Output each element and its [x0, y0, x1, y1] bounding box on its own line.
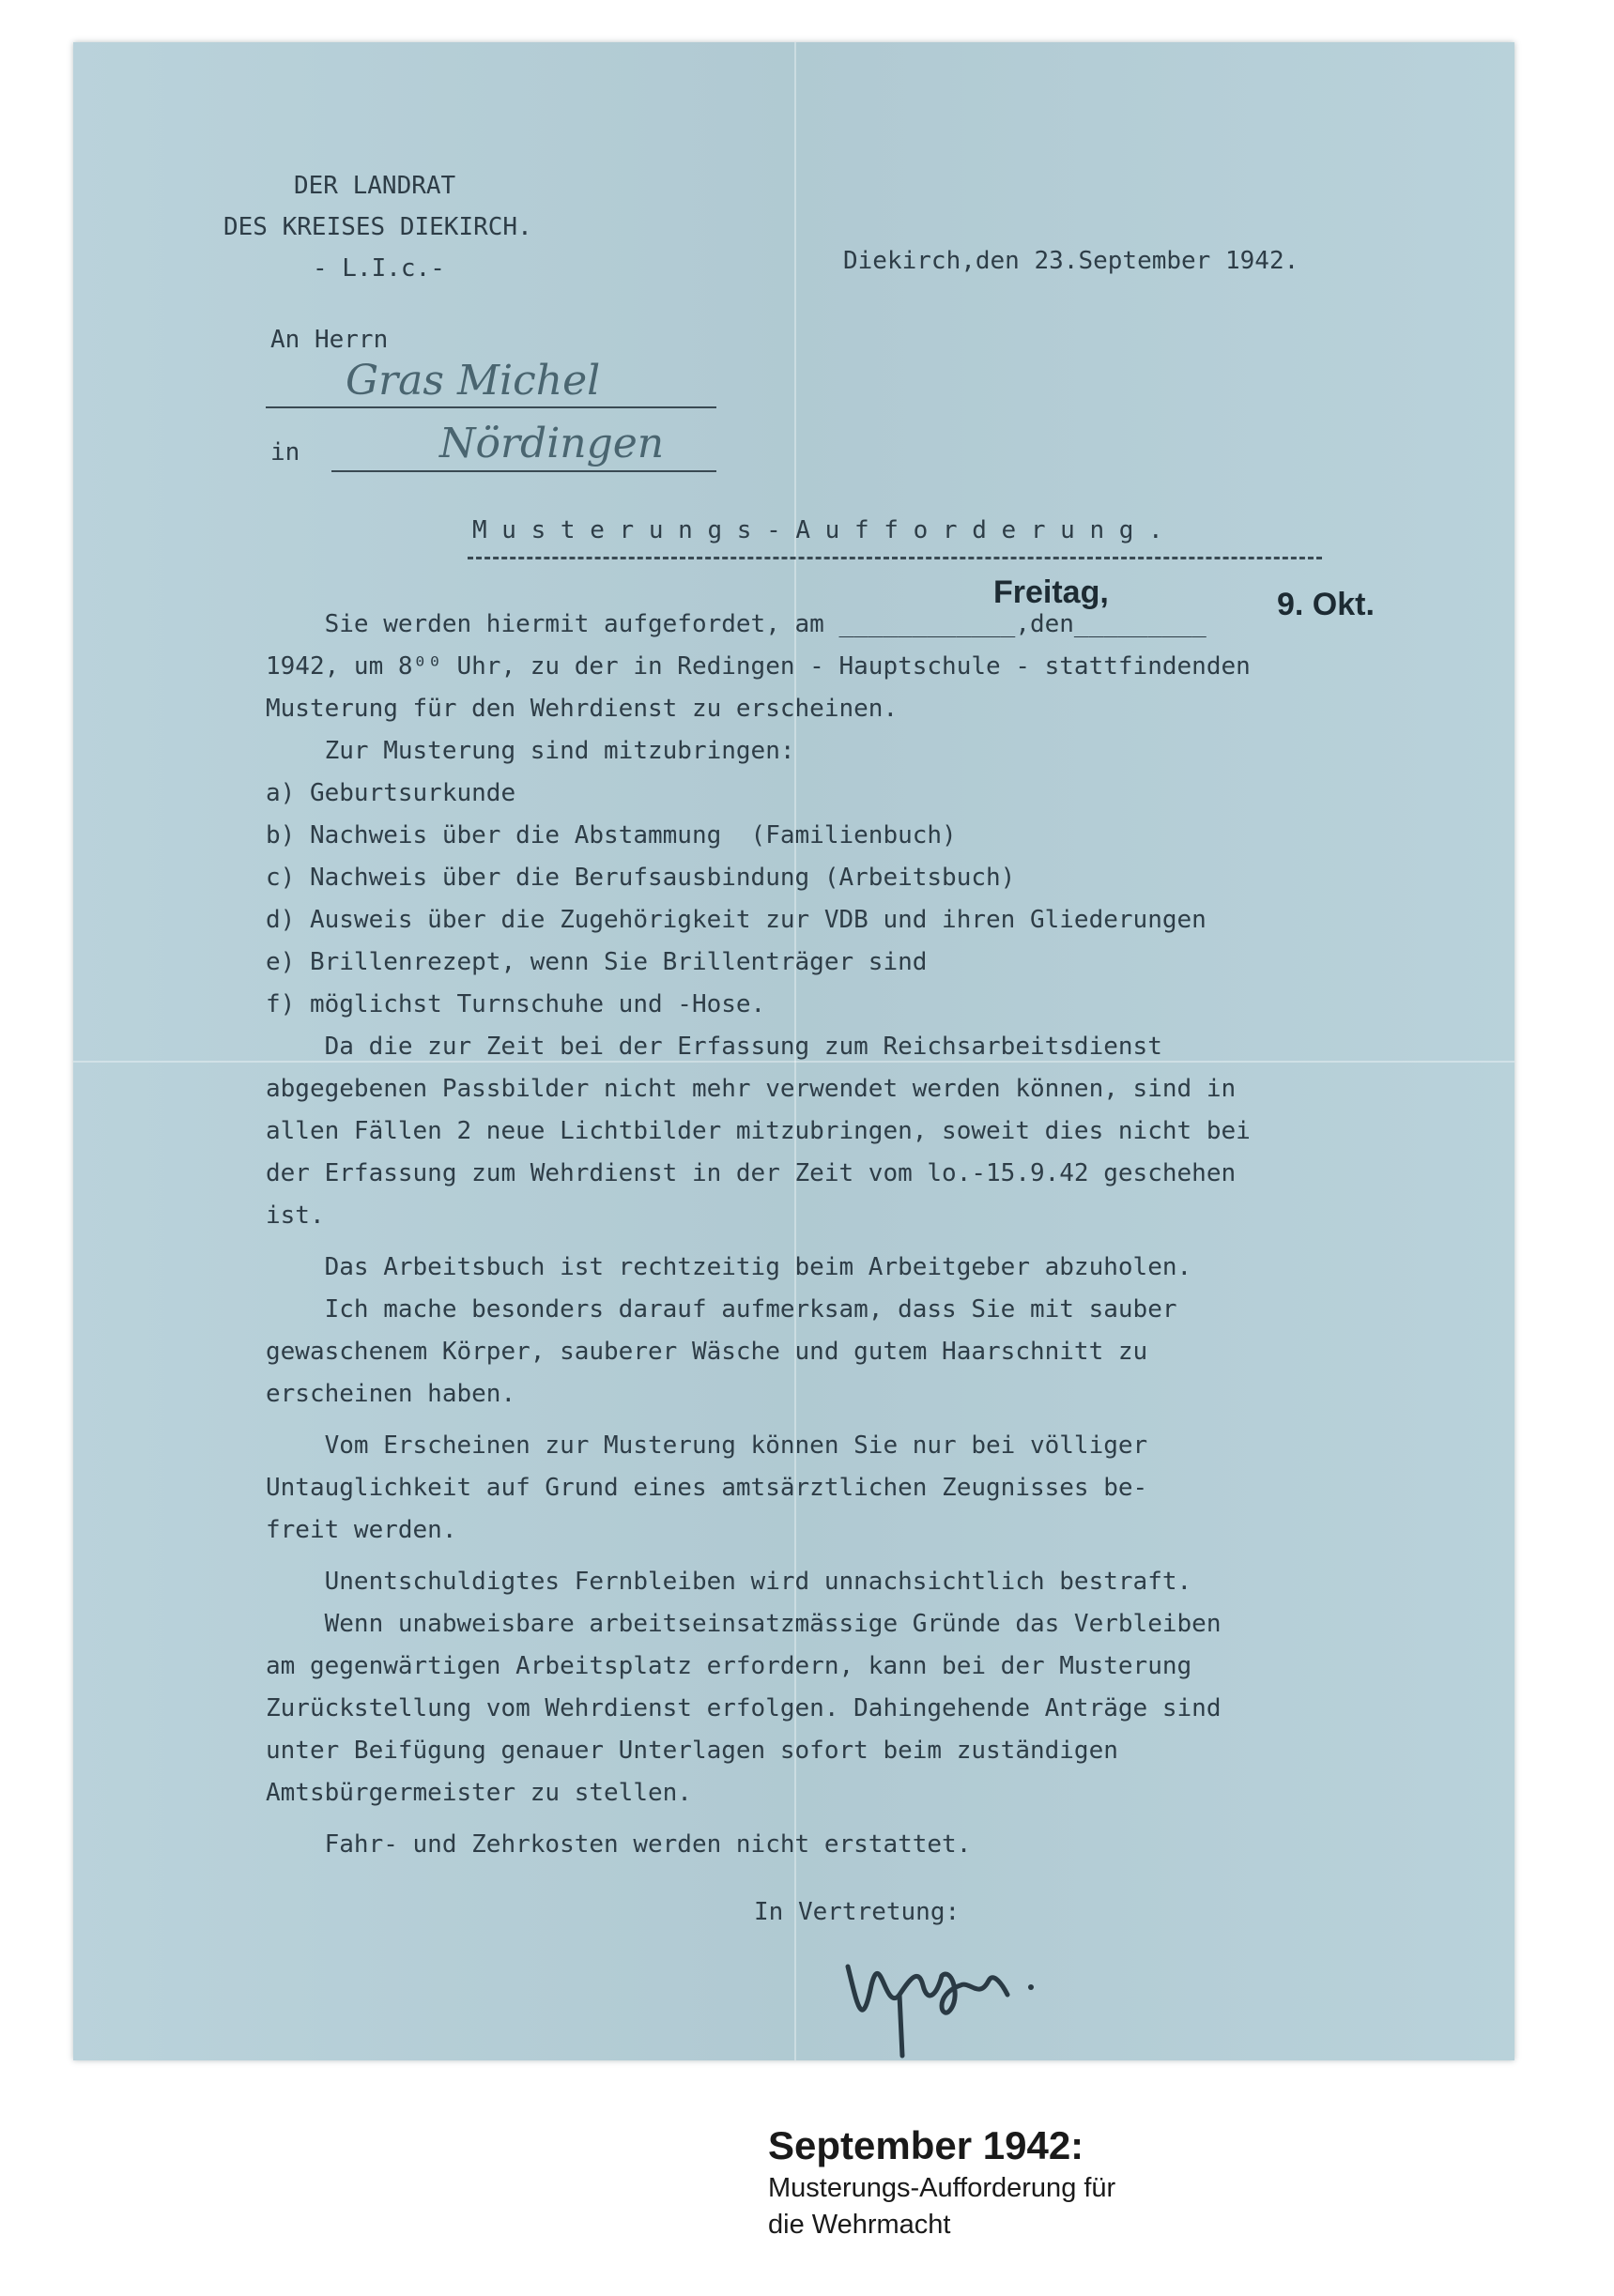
body-line: am gegenwärtigen Arbeitsplatz erfordern, kann bei der Musterung	[266, 1652, 1192, 1680]
body-line: gewaschenem Körper, sauberer Wäsche und gutem Haarschnitt zu	[266, 1338, 1148, 1366]
body-line: unter Beifügung genauer Unterlagen sofort beim zuständigen	[266, 1737, 1118, 1765]
body-line: Musterung für den Wehrdienst zu erscheinen.	[266, 695, 899, 723]
body-line: Zurückstellung vom Wehrdienst erfolgen. Dahingehende Anträge sind	[266, 1694, 1222, 1722]
letterhead-line-3: - L.I.c.-	[313, 254, 445, 283]
body-line: Unentschuldigtes Fernbleiben wird unnachsichtlich bestraft.	[266, 1568, 1192, 1596]
body-line: Untauglichkeit auf Grund eines amtsärztlichen Zeugnisses be-	[266, 1474, 1148, 1502]
closing-line: In Vertretung:	[754, 1898, 961, 1926]
caption-line-1: Musterungs-Aufforderung für	[768, 2173, 1116, 2203]
body-line: Wenn unabweisbare arbeitseinsatzmässige Gründe das Verbleiben	[266, 1610, 1222, 1638]
signature	[829, 1929, 1073, 2060]
body-line: Zur Musterung sind mitzubringen:	[266, 737, 795, 765]
body-line: Das Arbeitsbuch ist rechtzeitig beim Arbeitgeber abzuholen.	[266, 1253, 1192, 1281]
list-item: a) Geburtsurkunde	[266, 779, 516, 807]
letterhead-line-2: DES KREISES DIEKIRCH.	[223, 213, 532, 241]
stamped-day: Freitag,	[993, 574, 1109, 610]
body-line: freit werden.	[266, 1516, 457, 1544]
caption-title: September 1942:	[768, 2123, 1084, 2167]
body-line: Vom Erscheinen zur Musterung können Sie nur bei völliger	[266, 1431, 1148, 1460]
body-line: der Erfassung zum Wehrdienst in der Zeit vom lo.-15.9.42 geschehen	[266, 1159, 1237, 1187]
body-line: Sie werden hiermit aufgefordet, am ____________,den_________	[266, 610, 1207, 638]
recipient-place-underline	[331, 470, 716, 472]
list-item: e) Brillenrezept, wenn Sie Brillenträger sind	[266, 948, 928, 976]
recipient-salutation: An Herrn	[270, 326, 389, 354]
stamped-date: 9. Okt.	[1277, 587, 1375, 622]
body-line: 1942, um 8⁰⁰ Uhr, zu der in Redingen - Hauptschule - stattfindenden	[266, 652, 1251, 681]
recipient-place-handwritten: Nördingen	[439, 420, 665, 467]
body-line: Fahr- und Zehrkosten werden nicht erstattet.	[266, 1830, 972, 1859]
list-item: b) Nachweis über die Abstammung (Familienbuch)	[266, 821, 957, 850]
recipient-in-label: in	[270, 438, 300, 467]
body-line: Amtsbürgermeister zu stellen.	[266, 1779, 692, 1807]
body-line: ist.	[266, 1202, 325, 1230]
caption-line-2: die Wehrmacht	[768, 2210, 951, 2240]
document-paper	[73, 42, 1514, 2060]
body-line: allen Fällen 2 neue Lichtbilder mitzubringen, soweit dies nicht bei	[266, 1117, 1251, 1145]
body-line: erscheinen haben.	[266, 1380, 516, 1408]
list-item: d) Ausweis über die Zugehörigkeit zur VDB und ihren Gliederungen	[266, 906, 1207, 934]
letterhead-line-1: DER LANDRAT	[294, 172, 456, 200]
heading-dashed-underline	[468, 557, 1322, 559]
date-line: Diekirch,den 23.September 1942.	[843, 247, 1299, 275]
recipient-name-underline	[266, 406, 716, 408]
list-item: f) möglichst Turnschuhe und -Hose.	[266, 990, 766, 1018]
body-line: Da die zur Zeit bei der Erfassung zum Reichsarbeitsdienst	[266, 1033, 1162, 1061]
body-line: Ich mache besonders darauf aufmerksam, dass Sie mit sauber	[266, 1295, 1177, 1324]
recipient-name-handwritten: Gras Michel	[346, 357, 601, 405]
fold-line-horizontal	[73, 1061, 1514, 1063]
list-item: c) Nachweis über die Berufsausbindung (Arbeitsbuch)	[266, 864, 1016, 892]
body-line: abgegebenen Passbilder nicht mehr verwendet werden können, sind in	[266, 1075, 1237, 1103]
document-heading: M u s t e r u n g s - A u f f o r d e r u n g .	[472, 516, 1163, 544]
